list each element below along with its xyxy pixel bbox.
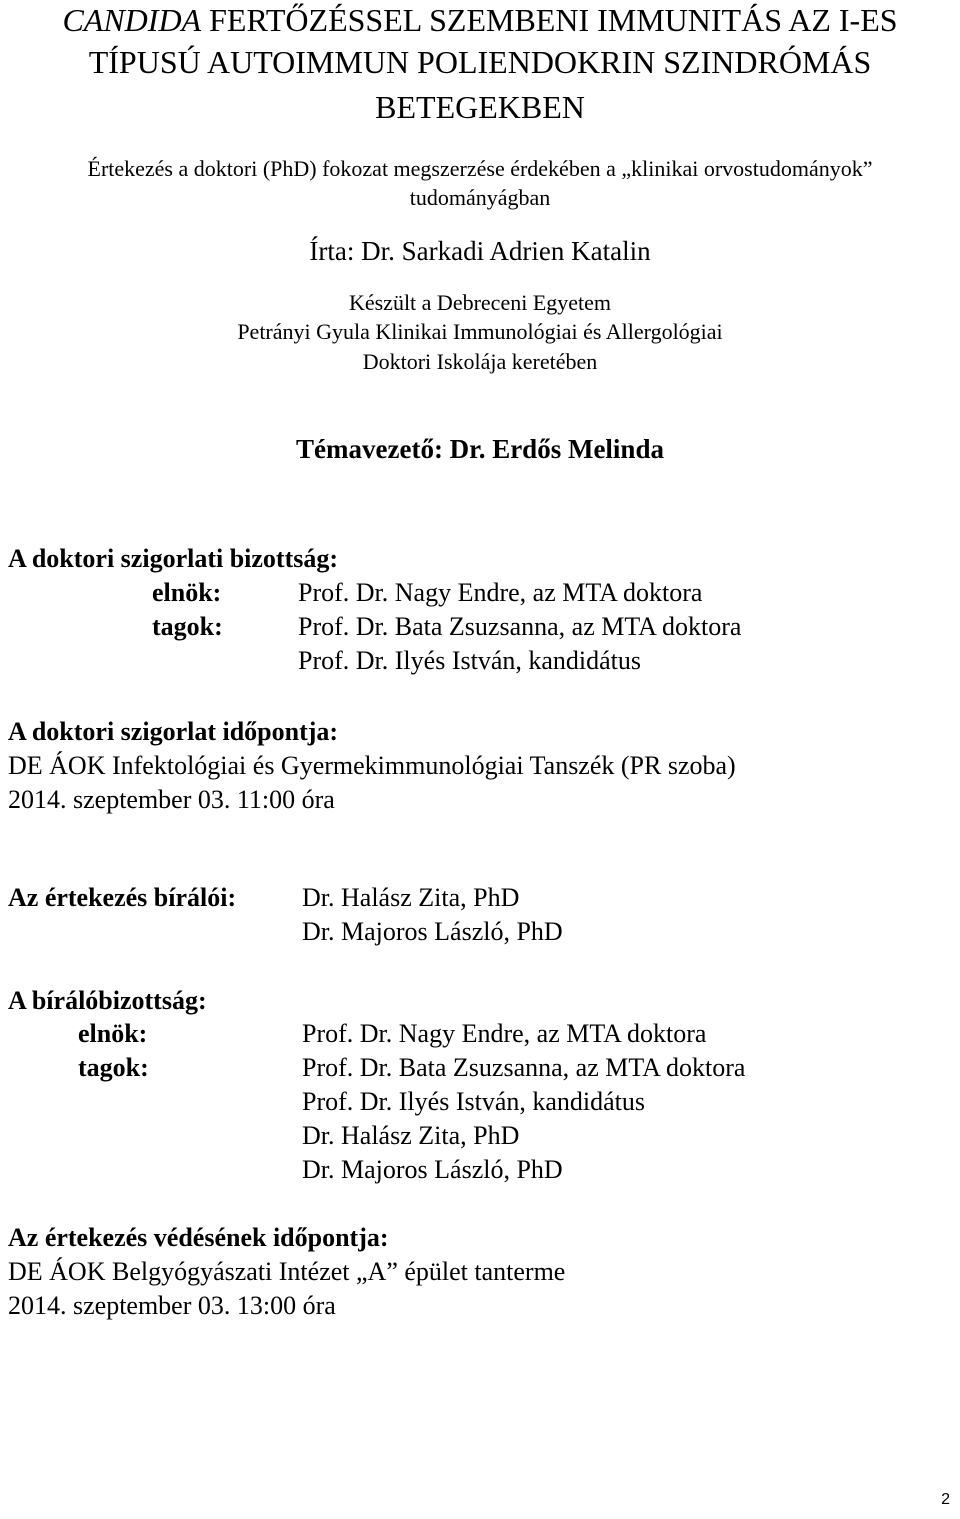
- review-committee-member: Prof. Dr. Nagy Endre, az MTA doktora: [302, 1019, 707, 1048]
- exam-committee-chair-label: elnök:: [152, 578, 222, 607]
- exam-committee-chair: Prof. Dr. Nagy Endre, az MTA doktora: [298, 578, 703, 607]
- thesis-title-italic: CANDIDA: [62, 2, 202, 38]
- author: Írta: Dr. Sarkadi Adrien Katalin: [309, 236, 651, 266]
- exam-time-heading: A doktori szigorlat időpontja:: [8, 717, 339, 746]
- review-committee-member: Prof. Dr. Bata Zsuzsanna, az MTA doktora: [302, 1053, 746, 1082]
- subtitle-line-1: Értekezés a doktori (PhD) fokozat megszerzése érdekében a „klinikai orvostudományok”: [87, 156, 873, 181]
- institution-line-2: Petrányi Gyula Klinikai Immunológiai és Allergológiai: [237, 319, 723, 344]
- thesis-title-line-1: [0, 0, 960, 40]
- institution-line-1: Készült a Debreceni Egyetem: [348, 290, 612, 315]
- review-committee-member: Dr. Halász Zita, PhD: [302, 1121, 520, 1150]
- exam-committee-heading: A doktori szigorlati bizottság:: [8, 544, 339, 573]
- review-committee-member: Prof. Dr. Ilyés István, kandidátus: [302, 1087, 646, 1116]
- review-committee-chair-label: elnök:: [78, 1019, 148, 1048]
- defense-time-heading: Az értekezés védésének időpontja:: [8, 1223, 389, 1252]
- thesis-title-line-1-text: FERTŐZÉSSEL SZEMBENI IMMUNITÁS AZ I-ES: [201, 2, 898, 38]
- thesis-title-line-3: BETEGEKBEN: [375, 89, 585, 125]
- reviewers-heading: Az értekezés bírálói:: [8, 883, 237, 912]
- exam-committee-member: Prof. Dr. Bata Zsuzsanna, az MTA doktora: [298, 612, 742, 641]
- page-number: 2: [941, 1491, 950, 1508]
- defense-place: DE ÁOK Belgyógyászati Intézet „A” épület tanterme: [8, 1257, 566, 1286]
- exam-committee-member: Prof. Dr. Ilyés István, kandidátus: [298, 646, 642, 675]
- subtitle-line-2: tudományágban: [409, 185, 551, 210]
- supervisor: Témavezető: Dr. Erdős Melinda: [296, 434, 664, 464]
- defense-datetime: 2014. szeptember 03. 13:00 óra: [8, 1291, 336, 1320]
- exam-place: DE ÁOK Infektológiai és Gyermekimmunológiai Tanszék (PR szoba): [8, 751, 736, 780]
- thesis-title-line-2: TÍPUSÚ AUTOIMMUN POLIENDOKRIN SZINDRÓMÁS: [88, 44, 872, 80]
- institution-line-3: Doktori Iskolája keretében: [362, 349, 598, 374]
- reviewer-name: Dr. Halász Zita, PhD: [302, 883, 520, 912]
- review-committee-member: Dr. Majoros László, PhD: [302, 1155, 563, 1184]
- exam-committee-members-label: tagok:: [152, 612, 223, 641]
- review-committee-heading: A bírálóbizottság:: [8, 986, 207, 1015]
- exam-datetime: 2014. szeptember 03. 11:00 óra: [8, 785, 335, 814]
- review-committee-members-label: tagok:: [78, 1053, 149, 1082]
- reviewer-name: Dr. Majoros László, PhD: [302, 917, 563, 946]
